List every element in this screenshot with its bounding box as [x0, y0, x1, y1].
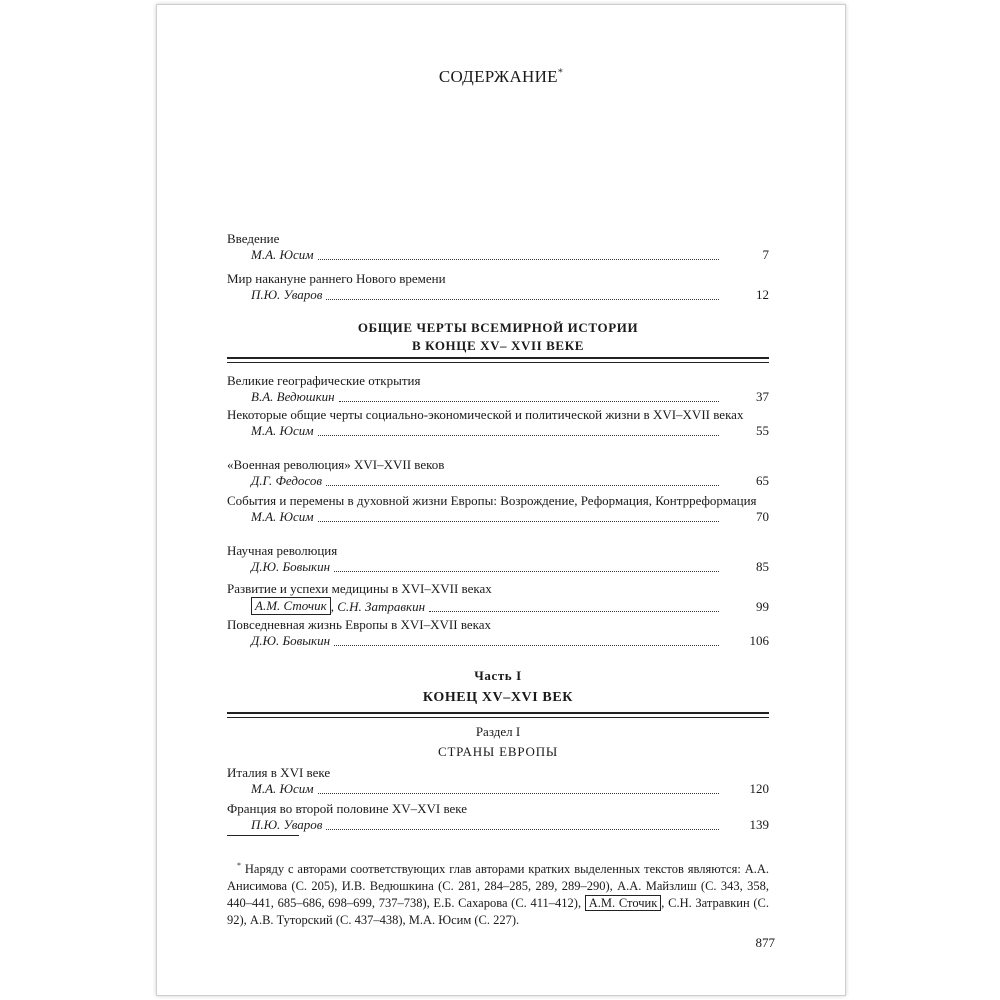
- entry-author: Д.Ю. Бовыкин: [251, 633, 331, 648]
- entry-page: 37: [756, 389, 769, 404]
- leader-dots: [318, 793, 719, 794]
- toc-entry: [227, 373, 769, 405]
- entry-title: Мир накануне раннего Нового времени: [227, 271, 446, 286]
- razdel-label: Раздел I: [475, 724, 521, 739]
- entry-author: М.А. Юсим: [251, 247, 314, 262]
- book-page: [156, 4, 846, 996]
- footnote-boxed-author: А.М. Сточик: [585, 895, 662, 911]
- leader-dots: [326, 299, 719, 300]
- toc-entry: [227, 617, 769, 649]
- footnote-text-rest: , С.Н. Затравкин (С. 92), А.В. Туторский (С. 437–438), М.А. Юсим (С. 227).: [227, 896, 769, 928]
- toc-entry: [227, 231, 769, 263]
- toc-entry: [227, 407, 769, 439]
- entry-page: 7: [762, 247, 769, 262]
- entry-author: В.А. Ведюшкин: [251, 389, 335, 404]
- leader-dots: [334, 645, 719, 646]
- entry-page: 139: [749, 817, 769, 832]
- footnote: [227, 857, 769, 929]
- entry-page: 120: [749, 781, 769, 796]
- footnote-rule: [227, 835, 299, 836]
- toc-entry: [227, 457, 769, 489]
- toc-entry: [227, 801, 769, 833]
- leader-dots: [339, 401, 719, 402]
- toc-entry: [227, 271, 769, 303]
- leader-dots: [326, 829, 719, 830]
- leader-dots: [318, 259, 719, 260]
- page-title: [157, 67, 845, 87]
- leader-dots: [318, 521, 719, 522]
- entry-author: П.Ю. Уваров: [251, 287, 323, 302]
- footnote-mark: *: [237, 861, 241, 870]
- entry-page: 55: [756, 423, 769, 438]
- entry-title: Некоторые общие черты социально-экономической и политической жизни в XVI–XVII веках: [227, 407, 744, 422]
- entry-author: М.А. Юсим: [251, 781, 314, 796]
- title-footnote-mark: *: [557, 67, 564, 79]
- part-title: КОНЕЦ XV–XVI ВЕК: [422, 690, 574, 705]
- entry-author: М.А. Юсим: [251, 423, 314, 438]
- entry-page: 70: [756, 509, 769, 524]
- leader-dots: [318, 435, 719, 436]
- leader-dots: [326, 485, 719, 486]
- leader-dots: [334, 571, 719, 572]
- entry-title: Развитие и успехи медицины в XVI–XVII веках: [227, 581, 492, 596]
- section-heading-line2: В КОНЦЕ XV– XVII ВЕКЕ: [412, 338, 584, 353]
- title-text: СОДЕРЖАНИЕ: [438, 67, 558, 86]
- part-label: Часть I: [474, 668, 522, 683]
- entry-author: Д.Ю. Бовыкин: [251, 559, 331, 574]
- entry-title: «Военная революция» XVI–XVII веков: [227, 457, 445, 472]
- entry-author: Д.Г. Федосов: [251, 473, 323, 488]
- entry-author-boxed: А.М. Сточик: [251, 597, 331, 615]
- entry-page: 106: [749, 633, 769, 648]
- page-number: 877: [755, 935, 775, 950]
- entry-author: М.А. Юсим: [251, 509, 314, 524]
- entry-title: Повседневная жизнь Европы в XVI–XVII веках: [227, 617, 492, 632]
- entry-title: Франция во второй половине XV–XVI веке: [227, 801, 468, 816]
- double-rule: [227, 712, 769, 718]
- entry-author: , С.Н. Затравкин: [330, 599, 426, 614]
- entry-page: 99: [756, 599, 769, 614]
- section-heading: [227, 319, 769, 355]
- entry-title: Введение: [227, 231, 280, 246]
- toc-entry: [227, 581, 769, 615]
- double-rule: [227, 357, 769, 363]
- entry-page: 12: [756, 287, 769, 302]
- razdel-title: СТРАНЫ ЕВРОПЫ: [437, 744, 559, 759]
- toc-entry: [227, 765, 769, 797]
- section-heading-line1: ОБЩИЕ ЧЕРТЫ ВСЕМИРНОЙ ИСТОРИИ: [357, 320, 639, 335]
- entry-title: Великие географические открытия: [227, 373, 421, 388]
- toc-entry: [227, 543, 769, 575]
- entry-author: П.Ю. Уваров: [251, 817, 323, 832]
- entry-title: События и перемены в духовной жизни Европы: Возрождение, Реформация, Контрреформация: [227, 493, 757, 508]
- entry-title: Научная революция: [227, 543, 338, 558]
- entry-page: 85: [756, 559, 769, 574]
- entry-title: Италия в XVI веке: [227, 765, 331, 780]
- footnote-text: Наряду с авторами соответствующих глав авторами кратких выделенных текстов являются: А.А. Анисимова (С. 205), И.В. Ведюшкина (С. 281, 284–285, 289, 289–290), А.А. Майзлиш (С. 343, 358, 440–441, 685–686, 698–699, 737–738), Е.Б. Сахарова (С. 411–412),: [227, 862, 769, 911]
- leader-dots: [429, 611, 719, 612]
- entry-page: 65: [756, 473, 769, 488]
- toc-entry: [227, 493, 769, 525]
